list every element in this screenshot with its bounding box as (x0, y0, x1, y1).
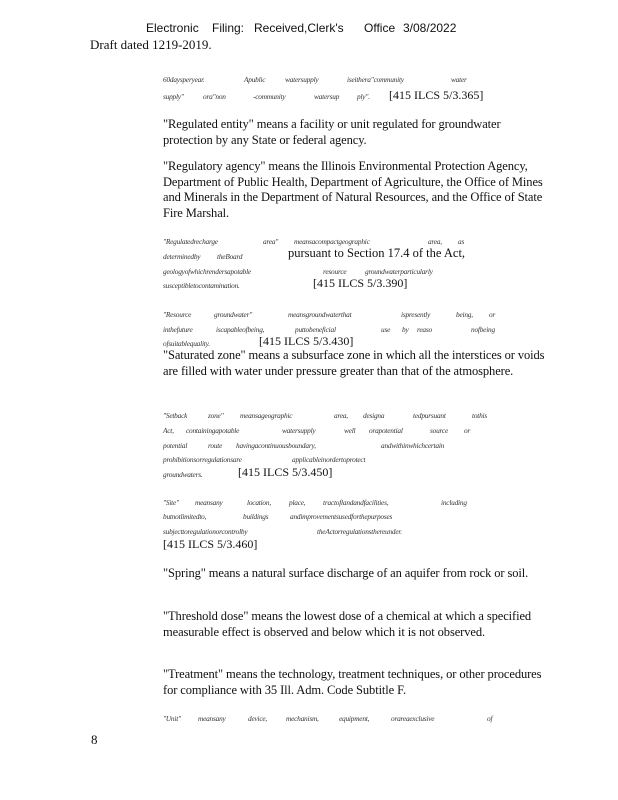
header-electronic: Electronic (146, 21, 199, 35)
definition-regulatory-agency: "Regulatory agency" means the Illinois Environmental Protection Agency, Department of Public Health, Department of Agriculture, the Office of Mines and Minerals in the Department of Natural Resources, and the Office of State Fire Marshal. (163, 159, 543, 220)
tiny-word: buildings (243, 512, 269, 521)
tiny-word: area" (263, 237, 279, 246)
tiny-word: ispresently (401, 310, 431, 319)
tiny-word: or (489, 310, 496, 319)
tiny-word: tothis (472, 411, 488, 420)
tiny-word: area, (428, 237, 442, 246)
tiny-word: subjecttoregulationorcontrolby (163, 527, 248, 536)
tiny-word: supply" (163, 92, 184, 101)
tiny-word: orapotential (369, 426, 403, 435)
tiny-word: tractoflandandfacilities, (323, 498, 389, 507)
definition-spring: "Spring" means a natural surface discharge of an aquifer from rock or soil. (163, 566, 529, 580)
definition-treatment: "Treatment" means the technology, treatment techniques, or other procedures for compliance with 35 Ill. Adm. Code Subtitle F. (163, 667, 542, 697)
tiny-word: including (441, 498, 467, 507)
tiny-word: groundwater" (214, 310, 253, 319)
tiny-word: containingapotable (186, 426, 240, 435)
tiny-word: -community (253, 92, 286, 101)
tiny-word: butnotlimitedto, (163, 512, 207, 521)
section-reference: pursuant to Section 17.4 of the Act, (288, 246, 466, 260)
tiny-word: havingacontinuousboundary, (236, 441, 316, 450)
page-number: 8 (91, 732, 98, 747)
tiny-word: nofbeing (471, 325, 495, 334)
tiny-word: groundwaters. (163, 470, 203, 479)
tiny-word: susceptibletocontamination. (163, 281, 240, 290)
tiny-word: groundwaterparticularly (365, 267, 433, 276)
tiny-word: iseithera"community (347, 75, 404, 84)
tiny-word: "Resource (163, 310, 192, 319)
tiny-word: orareaexclusive (391, 714, 435, 723)
header-received: Received,Clerk's (254, 21, 344, 35)
tiny-word: meansgroundwaterthat (288, 310, 352, 319)
tiny-word: or (464, 426, 471, 435)
tiny-word: "Regulatedrecharge (163, 237, 218, 246)
tiny-word: theActorregulationsthereunder. (317, 527, 402, 536)
tiny-word: ora"non (203, 92, 226, 101)
definition-threshold-dose: "Threshold dose" means the lowest dose of a chemical at which a specified measurable effect is observed and below which it is not observed. (163, 609, 532, 639)
tiny-word: ply". (357, 92, 370, 101)
tiny-word: tedpursuant (413, 411, 446, 420)
tiny-word: by (402, 325, 409, 334)
tiny-word: resource (323, 267, 347, 276)
tiny-word: ofsuitablequality. (163, 339, 210, 348)
tiny-word: meansany (198, 714, 226, 723)
tiny-word: watersup (314, 92, 340, 101)
tiny-word: as (458, 237, 465, 246)
tiny-word: Apublic (244, 75, 266, 84)
tiny-word: meansacompactgeographic (294, 237, 370, 246)
tiny-word: "Setback (163, 411, 188, 420)
tiny-word: area, (334, 411, 348, 420)
tiny-word: zone" (208, 411, 224, 420)
citation: [415 ILCS 5/3.430] (259, 334, 354, 348)
citation: [415 ILCS 5/3.460] (163, 537, 258, 551)
tiny-word: meansany (195, 498, 223, 507)
tiny-word: being, (456, 310, 473, 319)
tiny-word: well (344, 426, 356, 435)
tiny-word: "Unit" (163, 714, 181, 723)
tiny-word: meansageographic (240, 411, 293, 420)
tiny-word: theBoard (217, 252, 243, 261)
tiny-word: watersupply (285, 75, 319, 84)
tiny-word: potential (163, 441, 188, 450)
tiny-word: equipment, (339, 714, 370, 723)
tiny-word: andimprovementsusedforthepurposes (290, 512, 393, 521)
tiny-word: reaso (417, 325, 432, 334)
tiny-word: prohibitionsorregulationsare (163, 455, 242, 464)
tiny-word: geologyofwhichrendersapotable (163, 267, 251, 276)
tiny-word: designa (363, 411, 385, 420)
citation: [415 ILCS 5/3.450] (238, 465, 333, 479)
tiny-word: watersupply (282, 426, 316, 435)
citation: [415 ILCS 5/3.390] (313, 276, 408, 290)
tiny-word: use (381, 325, 391, 334)
definition-regulated-entity: "Regulated entity" means a facility or unit regulated for groundwater protection by any State or federal agency. (163, 117, 501, 147)
tiny-word: route (208, 441, 223, 450)
tiny-word: device, (248, 714, 268, 723)
header-date: 3/08/2022 (403, 21, 457, 35)
draft-date: Draft dated 1219-2019. (90, 37, 212, 52)
tiny-word: applicableinordertoprotect (292, 455, 366, 464)
tiny-word: determinedby (163, 252, 201, 261)
tiny-word: location, (247, 498, 271, 507)
tiny-word: water (451, 75, 467, 84)
tiny-word: source (430, 426, 448, 435)
tiny-word: andwithinwhichcertain (381, 441, 445, 450)
tiny-word: 60daysperyear. (163, 75, 205, 84)
tiny-word: puttobeneficial (295, 325, 336, 334)
tiny-word: of (487, 714, 493, 723)
tiny-word: Act, (163, 426, 174, 435)
tiny-word: place, (289, 498, 306, 507)
header-filing: Filing: (212, 21, 245, 35)
tiny-word: inthefuture (163, 325, 193, 334)
header-office: Office (364, 21, 396, 35)
citation: [415 ILCS 5/3.365] (389, 88, 484, 102)
tiny-word: iscapableofbeing, (216, 325, 265, 334)
tiny-word: "Site" (163, 498, 179, 507)
definition-saturated-zone: "Saturated zone" means a subsurface zone in which all the interstices or voids are filled with water under pressure greater than that of the atmosphere. (163, 348, 545, 378)
tiny-word: mechanism, (286, 714, 319, 723)
